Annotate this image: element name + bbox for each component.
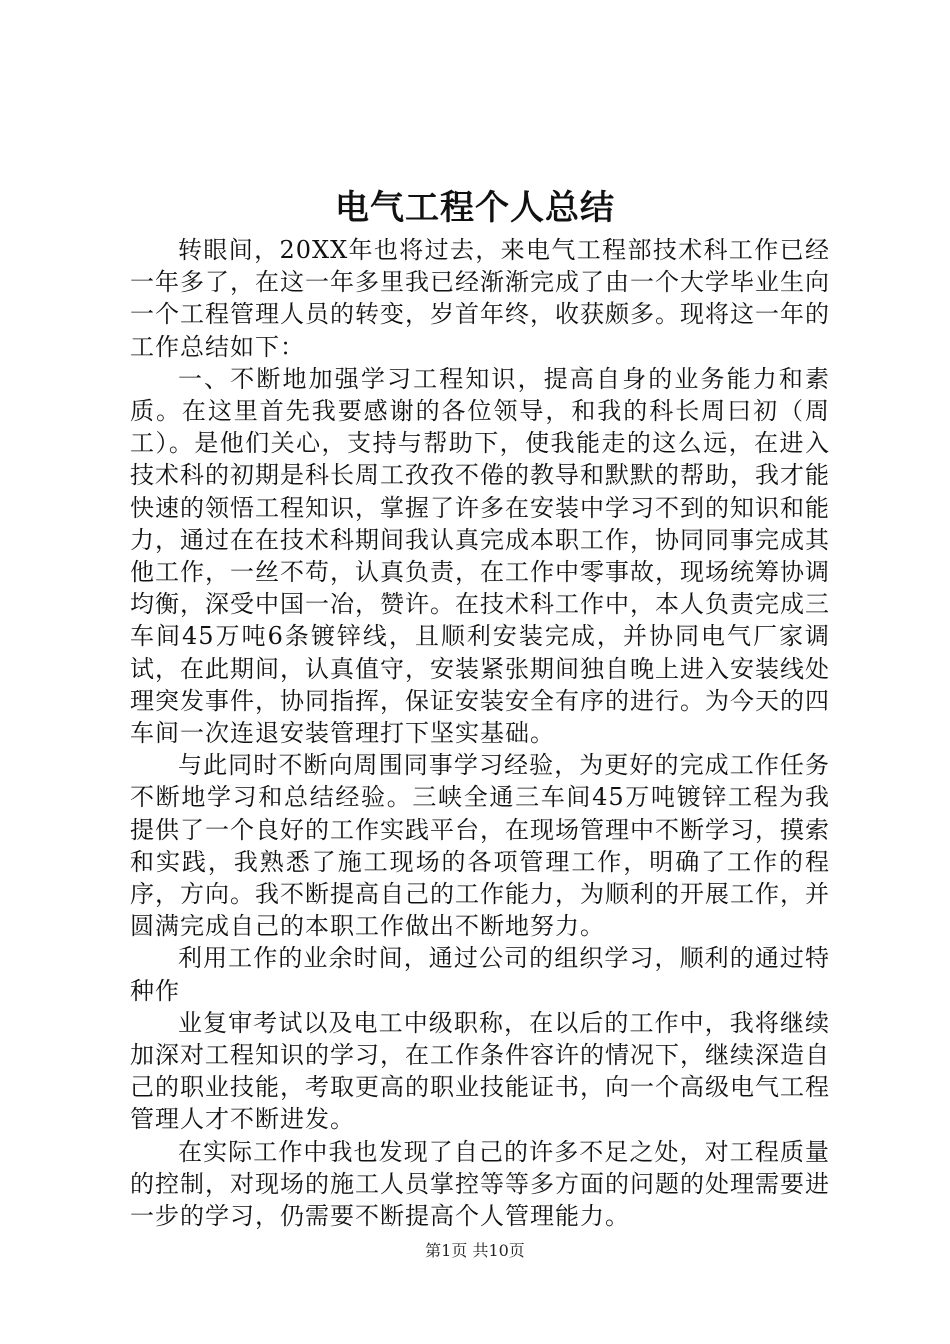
paragraph-certification: 业复审考试以及电工中级职称，在以后的工作中，我将继续加深对工程知识的学习，在工作条件容许的情况下，继续深造自己的职业技能，考取更高的职业技能证书，向一个高级电气工程管理人才不断进发。 [130, 1008, 830, 1134]
document-body [130, 234, 830, 1232]
document-title: 电气工程个人总结 [335, 188, 615, 228]
paragraph-colleagues: 与此同时不断向周围同事学习经验，为更好的完成工作任务不断地学习和总结经验。三峡全通三车间45万吨镀锌工程为我提供了一个良好的工作实践平台，在现场管理中不断学习，摸索和实践，我熟悉了施工现场的各项管理工作，明确了工作的程序，方向。我不断提高自己的工作能力，为顺利的开展工作，并圆满完成自己的本职工作做出不断地努力。 [130, 751, 830, 941]
paragraph-learning: 一、不断地加强学习工程知识，提高自身的业务能力和素质。在这里首先我要感谢的各位领导，和我的科长周曰初（周工）。是他们关心，支持与帮助下，使我能走的这么远，在进入技术科的初期是科长周工孜孜不倦的教导和默默的帮助，我才能快速的领悟工程知识，掌握了许多在安装中学习不到的知识和能力，通过在在技术科期间我认真完成本职工作，协同同事完成其他工作，一丝不苟，认真负责，在工作中零事故，现场统筹协调均衡，深受中国一冶，赞许。在技术科工作中，本人负责完成三车间45万吨6条镀锌线，且顺利安装完成，并协同电气厂家调试，在此期间，认真值守，安装紧张期间独自晚上进入安装线处理突发事件，协同指挥，保证安装安全有序的进行。为今天的四车间一次连退安装管理打下坚实基础。 [130, 364, 830, 748]
paragraph-intro: 转眼间，20XX年也将过去，来电气工程部技术科工作已经一年多了，在这一年多里我已经渐渐完成了由一个大学毕业生向一个工程管理人员的转变，岁首年终，收获颇多。现将这一年的工作总结如下： [130, 236, 830, 361]
paragraph-shortcomings: 在实际工作中我也发现了自己的许多不足之处，对工程质量的控制，对现场的施工人员掌控等等多方面的问题的处理需要进一步的学习，仍需要不断提高个人管理能力。 [130, 1137, 830, 1231]
paragraph-spare-time: 利用工作的业余时间，通过公司的组织学习，顺利的通过特种作 [130, 944, 830, 1005]
page-number-footer: 第1页 共10页 [425, 1241, 525, 1260]
